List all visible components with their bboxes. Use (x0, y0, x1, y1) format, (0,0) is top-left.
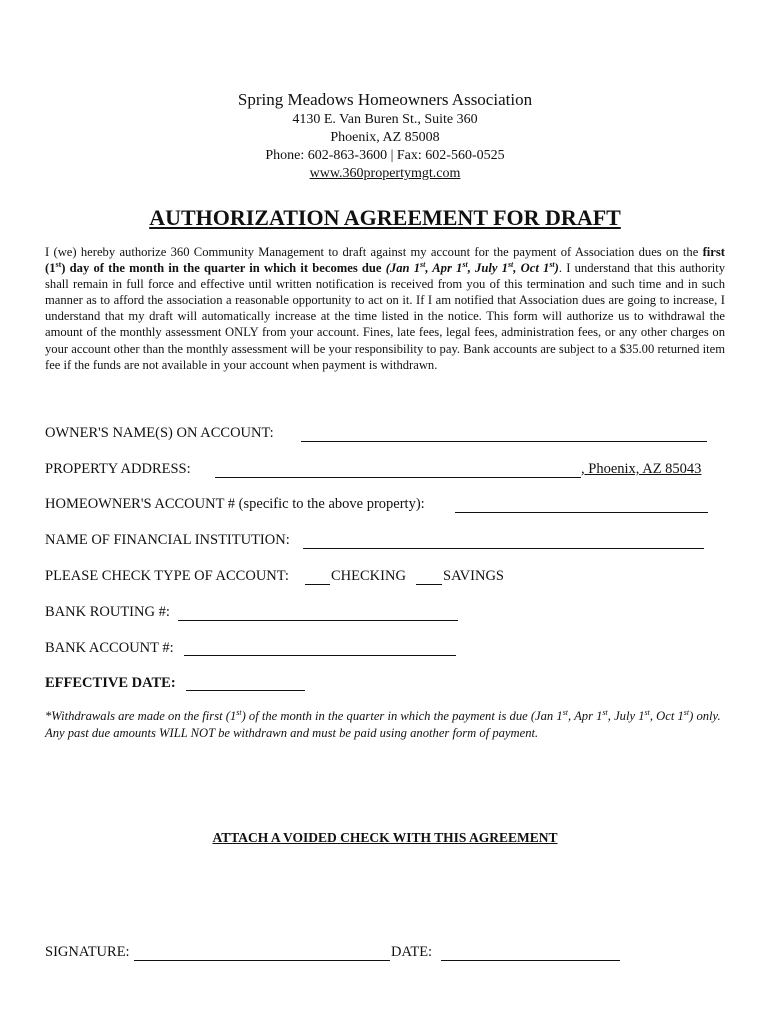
financial-institution-label: NAME OF FINANCIAL INSTITUTION: (45, 532, 290, 548)
date-field[interactable] (441, 960, 620, 961)
paragraph-text-2: . I understand that this authority shall remain in full force and effective until written notification is received from you of this termination and such time and in such manner as to afford the association a reasonable opportunity to act on it. If I am notified that Association dues are going to increase, I understand that my draft will automatically increase at the time listed in the notice. This form will authorize us to withdrawal the amount of the monthly assessment ONLY from your account. Fines, late fees, legal fees, administration fees, or any other charges on your account other than the monthly assessment will be your responsibility to pay. Bank accounts are subject to a $35.00 returned item fee if the funds are not available in your account when payment is withdrawn. (45, 261, 726, 372)
authorization-paragraph (45, 244, 725, 373)
owner-name-field[interactable] (301, 441, 707, 442)
website-container (0, 165, 770, 183)
checking-checkbox-line[interactable] (305, 584, 330, 585)
attach-instruction-container (0, 830, 770, 846)
document-title-container (0, 205, 770, 231)
address-line-2: Phoenix, AZ 85008 (330, 130, 440, 145)
phone-fax: Phone: 602-863-3600 | Fax: 602-560-0525 (265, 148, 505, 163)
attach-instruction: ATTACH A VOIDED CHECK WITH THIS AGREEMENT (212, 830, 558, 845)
signature-label: SIGNATURE: (45, 944, 130, 960)
quarter-dates: (Jan 1st, Apr 1st, July 1st, Oct 1st) (381, 259, 559, 276)
account-number-label: HOMEOWNER'S ACCOUNT # (specific to the above property): (45, 496, 425, 512)
financial-institution-field[interactable] (303, 548, 704, 549)
first-day-bold: first (1st) day of the month in the quarter in which it becomes due (45, 245, 725, 276)
account-type-label: PLEASE CHECK TYPE OF ACCOUNT: (45, 568, 289, 584)
routing-field[interactable] (178, 620, 458, 621)
property-address-field[interactable] (215, 477, 581, 478)
website-link[interactable]: www.360propertymgt.com (309, 166, 461, 181)
checking-label: CHECKING (331, 568, 406, 584)
account-number-field[interactable] (455, 512, 708, 513)
document-title: AUTHORIZATION AGREEMENT FOR DRAFT (149, 205, 621, 230)
paragraph-text: I (we) hereby authorize 360 Community Management to draft against my account for the payment of Association dues on the (45, 245, 703, 259)
savings-checkbox-line[interactable] (416, 584, 442, 585)
bank-account-field[interactable] (184, 655, 456, 656)
effective-date-label: EFFECTIVE DATE: (45, 675, 176, 691)
routing-label: BANK ROUTING #: (45, 604, 170, 620)
property-city-state: , Phoenix, AZ 85043 (581, 461, 702, 477)
withdrawal-note: *Withdrawals are made on the first (1st) of the month in the quarter in which the payment is due (Jan 1st, Apr 1st, July 1st, Oct 1st) only. Any past due amounts WILL NOT be withdrawn and must be paid using another form of payment. (45, 707, 721, 740)
org-name: Spring Meadows Homeowners Association (237, 90, 533, 109)
date-label: DATE: (391, 944, 433, 960)
effective-date-field[interactable] (186, 690, 305, 691)
owner-name-label: OWNER'S NAME(S) ON ACCOUNT: (45, 425, 274, 441)
property-address-label: PROPERTY ADDRESS: (45, 461, 191, 477)
address-line-1: 4130 E. Van Buren St., Suite 360 (292, 112, 478, 127)
bank-account-label: BANK ACCOUNT #: (45, 640, 174, 656)
signature-field[interactable] (134, 960, 390, 961)
savings-label: SAVINGS (443, 568, 504, 584)
